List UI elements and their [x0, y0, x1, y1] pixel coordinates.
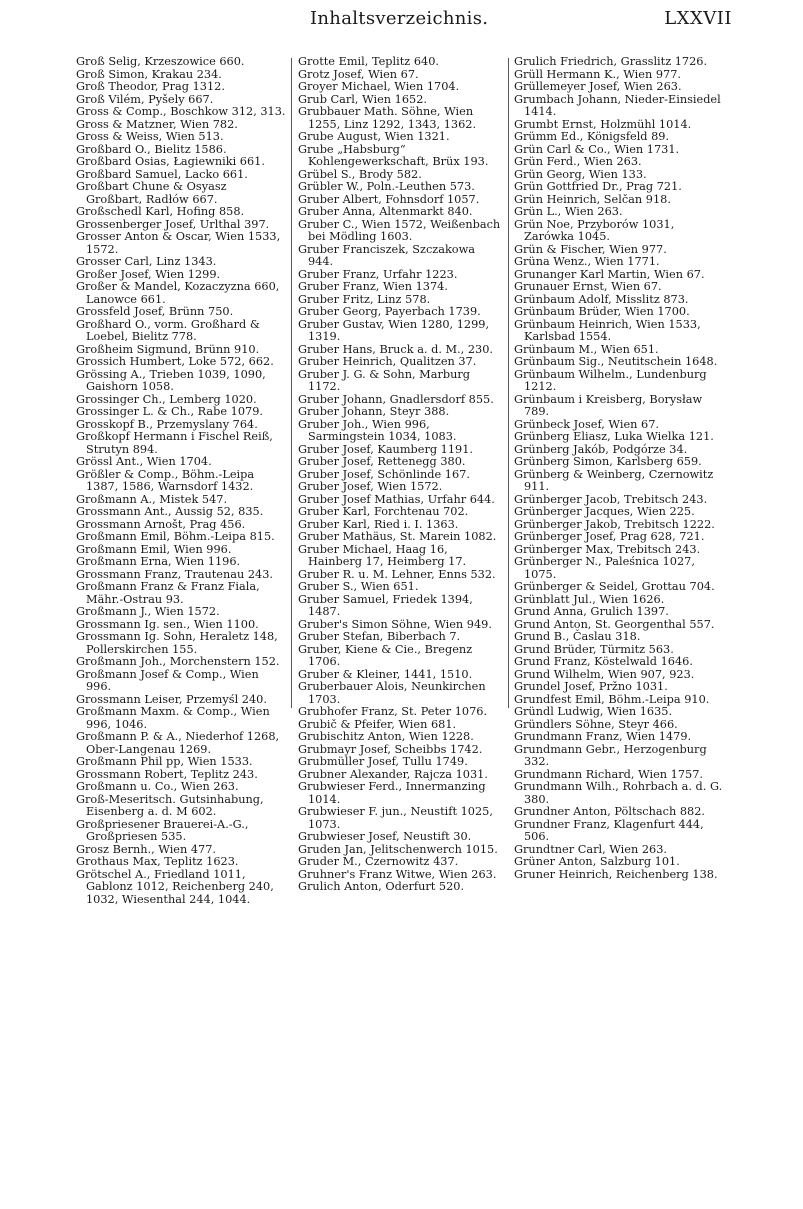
index-entry: Grulich Friedrich, Grasslitz 1726. [514, 55, 708, 68]
index-entry: Gruber Johann, Gnadlersdorf 855. [298, 392, 494, 406]
index-entry: Gruber Anna, Altenmarkt 840. [298, 205, 473, 218]
index-entry: Gruber J. G. & Sohn, Marburg 1172. [298, 367, 471, 393]
index-entry: Großbard O., Bielitz 1586. [76, 142, 227, 156]
index-entry: Größler & Comp., Böhm.-Leipa 1387, 1586, Warnsdorf 1432. [76, 467, 255, 493]
index-entry: Großkopf Hermann i Fischel Reiß, Strutyn 894. [76, 430, 273, 456]
index-entry: Grossfeld Josef, Brünn 750. [76, 305, 234, 318]
index-entry: Gross & Weiss, Wien 513. [76, 130, 224, 143]
index-entry: Grün Heinrich, Selčan 918. [514, 192, 671, 206]
index-entry: Gruber Karl, Ried i. I. 1363. [298, 517, 459, 531]
index-entry: Groyer Michael, Wien 1704. [298, 80, 460, 93]
index-entry: Grünberger Max, Trebitsch 243. [514, 542, 701, 556]
index-entry: Grund Anna, Grulich 1397. [514, 605, 669, 618]
index-entry: Grünberg Simon, Karlsberg 659. [514, 455, 702, 468]
index-entry: Gründl Ludwig, Wien 1635. [514, 705, 673, 718]
index-entry: Grosser Carl, Linz 1343. [76, 255, 217, 268]
index-entry: Grundner Anton, Pöltschach 882. [514, 805, 705, 818]
index-entry: Grossmann Ant., Aussig 52, 835. [76, 505, 264, 518]
index-entry: Grünbaum Sig., Neutitschein 1648. [514, 355, 718, 368]
index-entry: Grotte Emil, Teplitz 640. [298, 55, 439, 68]
index-entry: Grube August, Wien 1321. [298, 130, 450, 143]
index-entry: Grün & Fischer, Wien 977. [514, 242, 667, 256]
index-entry: Großer Josef, Wien 1299. [76, 267, 221, 281]
index-entry: Grün Gottfried Dr., Prag 721. [514, 180, 682, 193]
index-entry: Grüner Anton, Salzburg 101. [514, 855, 680, 868]
index-entry: Grünbaum Brüder, Wien 1700. [514, 305, 690, 318]
index-entry: Grub Carl, Wien 1652. [298, 92, 428, 106]
index-entry: Gruber Josef, Kaumberg 1191. [298, 442, 474, 456]
index-entry: Gruber R. u. M. Lehner, Enns 532. [298, 567, 496, 581]
index-entry: Grunanger Karl Martin, Wien 67. [514, 267, 705, 281]
index-entry: Grunauer Ernst, Wien 67. [514, 280, 662, 293]
index-entry: Gründlers Söhne, Steyr 466. [514, 717, 678, 731]
index-entry: Großbard Samuel, Lacko 661. [76, 167, 248, 181]
index-entry: Grundmann Wilh., Rohrbach a. d. G. 380. [514, 780, 723, 806]
index-entry: Großmann Franz & Franz Fiala, Mähr.-Ostrau 93. [76, 580, 260, 606]
index-entry: Grün Noe, Przyborów 1031, Zarówka 1045. [514, 217, 675, 243]
index-entry: Großmann Emil, Böhm.-Leipa 815. [76, 530, 275, 543]
index-entry: Gruber S., Wien 651. [298, 580, 419, 593]
index-entry: Grothaus Max, Teplitz 1623. [76, 855, 239, 868]
index-column-3 [514, 56, 726, 881]
index-entry: Grundfest Emil, Böhm.-Leipa 910. [514, 692, 710, 706]
index-entry: Großmann Maxm. & Comp., Wien 996, 1046. [76, 705, 270, 731]
index-entry: Gruber Stefan, Biberbach 7. [298, 630, 461, 643]
index-entry: Gruber Hans, Bruck a. d. M., 230. [298, 342, 494, 356]
index-entry: Grün Carl & Co., Wien 1731. [514, 142, 680, 156]
index-entry: Großer & Mandel, Kozaczyzna 660, Lanowce 661. [76, 280, 280, 306]
index-entry: Grümm Ed., Königsfeld 89. [514, 130, 670, 143]
index-entry: Grünbeck Josef, Wien 67. [514, 417, 659, 431]
index-entry: Grundmann Richard, Wien 1757. [514, 767, 703, 781]
index-entry: Grünbaum i Kreisberg, Borysław 789. [514, 392, 703, 418]
index-entry: Gruber Josef, Wien 1572. [298, 480, 443, 493]
index-entry: Grossmann Ig. sen., Wien 1100. [76, 617, 259, 631]
index-entry: Grulich Anton, Oderfurt 520. [298, 880, 465, 893]
index-entry: Groß Selig, Krzeszowice 660. [76, 55, 245, 68]
page-header [60, 6, 732, 32]
index-entry: Grün Ferd., Wien 263. [514, 155, 642, 168]
index-entry: Grünberg Eliasz, Luka Wielka 121. [514, 430, 714, 443]
index-entry: Grundtner Carl, Wien 263. [514, 842, 668, 856]
index-entry: Gruber Josef, Rettenegg 380. [298, 455, 466, 468]
index-entry: Grube „Habsburg“ Kohlengewerkschaft, Brüx 193. [298, 142, 489, 168]
index-entry: Großmann Emil, Wien 996. [76, 542, 232, 556]
index-entry: Grubwieser F. jun., Neustift 1025, 1073. [298, 805, 493, 831]
index-entry: Grossich Humbert, Loke 572, 662. [76, 355, 274, 368]
index-entry: Grünberger N., Paleśnica 1027, 1075. [514, 555, 695, 581]
index-entry: Gruber Franciszek, Szczakowa 944. [298, 242, 476, 268]
index-entry: Gruber Josef Mathias, Urfahr 644. [298, 492, 495, 506]
index-entry: Grünbaum Heinrich, Wien 1533, Karlsbad 1554. [514, 317, 701, 343]
index-column-1 [76, 56, 286, 906]
index-entry: Grünberg & Weinberg, Czernowitz 911. [514, 467, 714, 493]
index-entry: Grünberger Josef, Prag 628, 721. [514, 530, 705, 543]
index-entry: Grubner Alexander, Rajcza 1031. [298, 767, 488, 781]
index-entry: Grund Franz, Köstelwald 1646. [514, 655, 693, 668]
index-entry: Grumbach Johann, Nieder-Einsiedel 1414. [514, 92, 721, 118]
index-entry: Großmann Josef & Comp., Wien 996. [76, 667, 259, 693]
index-entry: Großmann u. Co., Wien 263. [76, 780, 239, 793]
index-entry: Grund Anton, St. Georgenthal 557. [514, 617, 715, 631]
index-entry: Grünberg Jakób, Podgórze 34. [514, 442, 688, 456]
index-entry: Großheim Sigmund, Brünn 910. [76, 342, 260, 356]
index-entry: Grubmüller Josef, Tullu 1749. [298, 755, 468, 768]
index-entry: Grossmann Ig. Sohn, Heraletz 148, Pollerskirchen 155. [76, 630, 278, 656]
index-entry: Grünbaum Wilhelm., Lundenburg 1212. [514, 367, 707, 393]
index-entry: Gross & Matzner, Wien 782. [76, 117, 238, 131]
index-entry: Gruber Franz, Wien 1374. [298, 280, 448, 293]
index-entry: Gruber Michael, Haag 16, Hainberg 17, Heimberg 17. [298, 542, 467, 568]
index-entry: Grün L., Wien 263. [514, 205, 623, 218]
index-entry: Grundmann Gebr., Herzogenburg 332. [514, 742, 707, 768]
index-entry: Grünblatt Jul., Wien 1626. [514, 592, 665, 606]
index-entry: Gruberbauer Alois, Neunkirchen 1703. [298, 680, 486, 706]
index-entry: Grossmann Leiser, Przemyśl 240. [76, 692, 267, 706]
index-entry: Groß-Meseritsch. Gutsinhabung, Eisenberg a. d. M 602. [76, 792, 264, 818]
index-entry: Grossinger L. & Ch., Rabe 1079. [76, 405, 263, 418]
index-entry: Gruber Johann, Steyr 388. [298, 405, 450, 418]
index-entry: Gruhner's Franz Witwe, Wien 263. [298, 867, 497, 881]
index-entry: Grotz Josef, Wien 67. [298, 67, 419, 81]
index-entry: Gruber's Simon Söhne, Wien 949. [298, 617, 492, 631]
index-entry: Gruber, Kiene & Cie., Bregenz 1706. [298, 642, 473, 668]
index-entry: Grubhofer Franz, St. Peter 1076. [298, 705, 488, 718]
column-divider [508, 58, 509, 708]
index-entry: Großmann P. & A., Niederhof 1268, Ober-Langenau 1269. [76, 730, 280, 756]
index-entry: Grüna Wenz., Wien 1771. [514, 255, 660, 268]
index-entry: Groß Vilém, Pyšely 667. [76, 92, 214, 106]
index-entry: Grumbt Ernst, Holzmühl 1014. [514, 117, 692, 131]
index-entry: Grünberger Jacob, Trebitsch 243. [514, 492, 708, 506]
index-entry: Grössing A., Trieben 1039, 1090, Gaishorn 1058. [76, 367, 266, 393]
column-divider [291, 58, 292, 708]
index-entry: Gruder M., Czernowitz 437. [298, 855, 459, 868]
index-entry: Gruber C., Wien 1572, Weißenbach bei Mödling 1603. [298, 217, 501, 243]
index-entry: Grossinger Ch., Lemberg 1020. [76, 392, 257, 406]
index-entry: Groß Theodor, Prag 1312. [76, 80, 225, 93]
index-entry: Grubwieser Ferd., Innermanzing 1014. [298, 780, 486, 806]
index-entry: Grünberger Jakob, Trebitsch 1222. [514, 517, 715, 531]
index-entry: Grünbaum Adolf, Misslitz 873. [514, 292, 689, 306]
index-entry: Grosskopf B., Przemyslany 764. [76, 417, 258, 431]
index-entry: Gruber Joh., Wien 996, Sarmingstein 1034, 1083. [298, 417, 457, 443]
index-entry: Grosser Anton & Oscar, Wien 1533, 1572. [76, 230, 281, 256]
index-entry: Grund B., Časlau 318. [514, 630, 641, 643]
index-entry: Großpriesener Brauerei-A.-G., Großpriesen 535. [76, 817, 249, 843]
index-entry: Großmann Erna, Wien 1196. [76, 555, 241, 568]
index-entry: Grossenberger Josef, Urlthal 397. [76, 217, 270, 231]
index-entry: Gruner Heinrich, Reichenberg 138. [514, 867, 718, 881]
index-entry: Grün Georg, Wien 133. [514, 167, 647, 181]
index-column-2 [298, 56, 503, 894]
index-entry: Grünbaum M., Wien 651. [514, 342, 659, 356]
index-entry: Grötschel A., Friedland 1011, Gablonz 1012, Reichenberg 240, 1032, Wiesenthal 244, 1044. [76, 867, 274, 906]
index-entry: Grund Brüder, Türmitz 563. [514, 642, 674, 656]
index-entry: Grübler W., Poln.-Leuthen 573. [298, 180, 475, 193]
index-entry: Grünberger Jacques, Wien 225. [514, 505, 695, 518]
index-entry: Gruber & Kleiner, 1441, 1510. [298, 667, 473, 681]
index-entry: Grüll Hermann K., Wien 977. [514, 67, 681, 81]
page-number: LXXVII [664, 8, 732, 29]
index-entry: Grund Wilhelm, Wien 907, 923. [514, 667, 695, 681]
index-entry: Gruber Mathäus, St. Marein 1082. [298, 530, 497, 543]
index-entry: Großmann Joh., Morchenstern 152. [76, 655, 280, 668]
index-entry: Gruber Karl, Forchtenau 702. [298, 505, 469, 518]
index-entry: Großmann Phil pp, Wien 1533. [76, 755, 253, 768]
index-entry: Grössl Ant., Wien 1704. [76, 455, 212, 468]
index-entry: Gruber Albert, Fohnsdorf 1057. [298, 192, 480, 206]
index-entry: Großmann J., Wien 1572. [76, 605, 220, 618]
index-entry: Grubischitz Anton, Wien 1228. [298, 730, 474, 743]
index-entry: Grubwieser Josef, Neustift 30. [298, 830, 472, 843]
index-entry: Grundel Josef, Pržno 1031. [514, 680, 668, 693]
index-entry: Gruber Franz, Urfahr 1223. [298, 267, 458, 281]
index-entry: Grüllemeyer Josef, Wien 263. [514, 80, 682, 93]
index-entry: Gruber Samuel, Friedek 1394, 1487. [298, 592, 473, 618]
index-entry: Gruden Jan, Jelitschenwerch 1015. [298, 842, 498, 856]
index-entry: Gruber Fritz, Linz 578. [298, 292, 431, 306]
index-entry: Grundmann Franz, Wien 1479. [514, 730, 692, 743]
index-entry: Gross & Comp., Boschkow 312, 313. [76, 105, 286, 118]
index-entry: Großhard O., vorm. Großhard & Loebel, Bielitz 778. [76, 317, 260, 343]
index-entry: Großmann A., Mistek 547. [76, 492, 228, 506]
index-entry: Grünberger & Seidel, Grottau 704. [514, 580, 715, 593]
index-entry: Großbart Chune & Osyasz Großbart, Radłów 667. [76, 180, 227, 206]
index-entry: Grosz Bernh., Wien 477. [76, 842, 217, 856]
index-entry: Groß Simon, Krakau 234. [76, 67, 222, 81]
index-entry: Gruber Gustav, Wien 1280, 1299, 1319. [298, 317, 490, 343]
page-title: Inhaltsverzeichnis. [310, 8, 489, 29]
index-entry: Gruber Georg, Payerbach 1739. [298, 305, 481, 318]
index-entry: Grubbauer Math. Söhne, Wien 1255, Linz 1292, 1343, 1362. [298, 105, 477, 131]
index-entry: Grossmann Franz, Trautenau 243. [76, 567, 273, 581]
index-entry: Gruber Heinrich, Qualitzen 37. [298, 355, 477, 368]
index-entry: Großbard Osias, Łagiewniki 661. [76, 155, 265, 168]
index-entry: Gruber Josef, Schönlinde 167. [298, 467, 470, 481]
index-entry: Grubmayr Josef, Scheibbs 1742. [298, 742, 483, 756]
index-entry: Grundner Franz, Klagenfurt 444, 506. [514, 817, 704, 843]
index-entry: Großschedl Karl, Hofing 858. [76, 205, 245, 218]
index-entry: Grossmann Robert, Teplitz 243. [76, 767, 258, 781]
index-entry: Grubič & Pfeifer, Wien 681. [298, 717, 457, 731]
index-entry: Grossmann Arnošt, Prag 456. [76, 517, 246, 531]
index-entry: Grübel S., Brody 582. [298, 167, 422, 181]
